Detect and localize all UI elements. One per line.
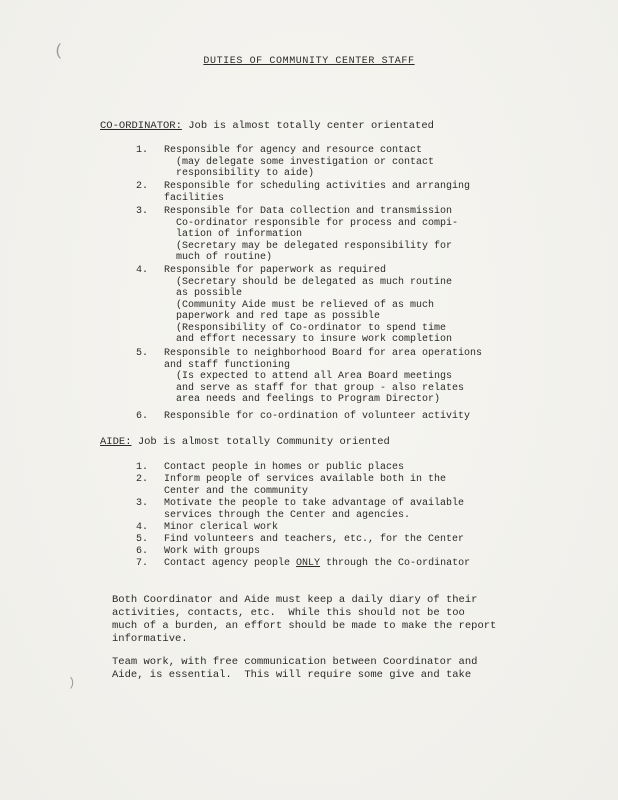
coordinator-item-line: area needs and feelings to Program Director) <box>164 394 441 405</box>
coordinator-item-line: facilities <box>164 192 225 204</box>
aide-heading <box>100 436 390 448</box>
coordinator-item-number: 5. <box>136 348 149 359</box>
aide-item-line: Center and the community <box>164 485 309 497</box>
aide-item-number: 1. <box>136 462 149 473</box>
coordinator-item-line: Responsible for Data collection and transmission <box>164 206 453 217</box>
paragraph-line: informative. <box>112 633 188 645</box>
coordinator-item-line: Co-ordinator responsible for process and compi- <box>164 217 459 229</box>
aide-item-number: 5. <box>136 534 149 545</box>
emphasis-only: ONLY <box>296 558 321 569</box>
aide-item-number: 7. <box>136 558 149 569</box>
coordinator-description: Job is almost totally center orientated <box>181 120 434 132</box>
paragraph-line: Both Coordinator and Aide must keep a daily diary of their <box>112 594 478 606</box>
aide-item-line: Work with groups <box>164 546 261 557</box>
coordinator-item-line: (Community Aide must be relieved of as much <box>164 299 435 311</box>
coordinator-item-line: and serve as staff for that group - also relates <box>164 382 465 394</box>
coordinator-item-line: (Responsibility of Co-ordinator to spend time <box>164 322 447 334</box>
aide-item-line: Find volunteers and teachers, etc., for the Center <box>164 534 465 545</box>
aide-item-number: 2. <box>136 474 149 485</box>
paragraph-line: Team work, with free communication between Coordinator and <box>112 656 478 668</box>
aide-item-number: 3. <box>136 498 149 509</box>
aide-item-number: 6. <box>136 546 149 557</box>
coordinator-item-number: 4. <box>136 265 149 276</box>
aide-description: Job is almost totally Community oriented <box>131 436 390 448</box>
coordinator-heading <box>100 120 434 132</box>
coordinator-item-line: Responsible for co-ordination of volunteer activity <box>164 411 471 422</box>
stray-mark-top-left: ( <box>54 42 64 60</box>
coordinator-item-line: as possible <box>164 288 243 299</box>
document-title: DUTIES OF COMMUNITY CENTER STAFF <box>203 56 415 67</box>
coordinator-item-line: much of routine) <box>164 252 273 263</box>
coordinator-item-number: 1. <box>136 145 149 156</box>
coordinator-item-line: (Secretary should be delegated as much routine <box>164 276 453 288</box>
coordinator-item-line: Responsible for agency and resource contact <box>164 145 423 156</box>
stray-mark-left-margin: ) <box>68 676 76 690</box>
paragraph-line: activities, contacts, etc. While this should not be too <box>112 607 465 619</box>
coordinator-item-number: 3. <box>136 206 149 217</box>
aide-item-line: Motivate the people to take advantage of available <box>164 498 465 509</box>
paragraph-line: Aide, is essential. This will require some give and take <box>112 669 472 681</box>
paragraph-line: much of a burden, an effort should be made to make the report <box>112 620 497 632</box>
coordinator-item-line: responsibility to aide) <box>164 168 315 179</box>
coordinator-item-line: (Is expected to attend all Area Board meetings <box>164 371 453 382</box>
item-text: Contact agency people <box>164 558 297 569</box>
coordinator-item-line: (Secretary may be delegated responsibility for <box>164 240 453 252</box>
coordinator-label: CO-ORDINATOR: <box>100 120 182 132</box>
coordinator-item-number: 2. <box>136 181 149 192</box>
coordinator-item-line: Responsible for scheduling activities and arranging <box>164 181 471 192</box>
aide-label: AIDE: <box>100 436 132 448</box>
coordinator-item-line: and staff functioning <box>164 359 291 371</box>
coordinator-item-line: paperwork and red tape as possible <box>164 311 381 322</box>
coordinator-item-line: (may delegate some investigation or contact <box>164 156 435 168</box>
coordinator-item-line: Responsible for paperwork as required <box>164 265 387 276</box>
coordinator-item-line: lation of information <box>164 229 303 240</box>
aide-item-line: Inform people of services available both in the <box>164 474 447 485</box>
aide-item-number: 4. <box>136 522 149 533</box>
aide-item-line <box>164 558 470 570</box>
coordinator-item-line: and effort necessary to insure work completion <box>164 334 453 345</box>
aide-item-line: services through the Center and agencies. <box>164 509 411 521</box>
item-text: through the Co-ordinator <box>320 558 471 569</box>
coordinator-item-number: 6. <box>136 411 149 422</box>
aide-item-line: Contact people in homes or public places <box>164 462 405 473</box>
coordinator-item-line: Responsible to neighborhood Board for area operations <box>164 348 483 359</box>
aide-item-line: Minor clerical work <box>164 522 279 533</box>
